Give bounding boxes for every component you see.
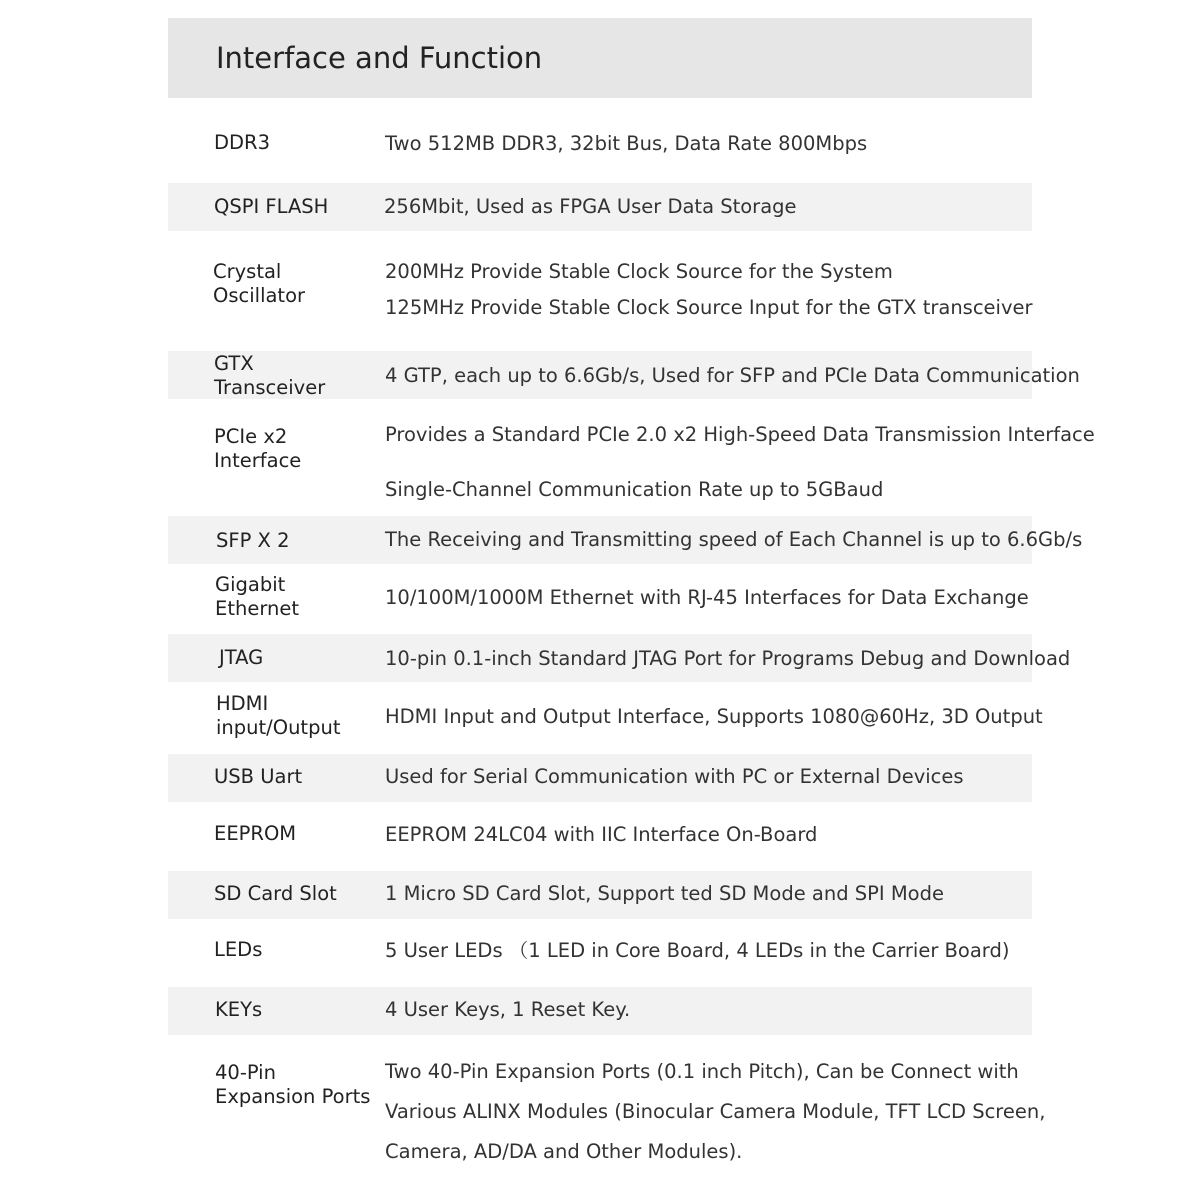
spec-desc-expansion-ports-3: Camera, AD/DA and Other Modules). bbox=[385, 1140, 743, 1163]
spec-label-sfp: SFP X 2 bbox=[216, 529, 290, 552]
spec-label-pcie-interface: PCIe x2 Interface bbox=[214, 425, 302, 472]
spec-label-hdmi: HDMI input/Output bbox=[216, 692, 341, 739]
spec-label-keys: KEYs bbox=[215, 998, 263, 1021]
spec-desc-pcie-1: Provides a Standard PCIe 2.0 x2 High-Speed Data Transmission Interface bbox=[385, 423, 1095, 446]
spec-label-usb-uart: USB Uart bbox=[214, 765, 303, 788]
spec-desc-crystal-oscillator-1: 200MHz Provide Stable Clock Source for the System bbox=[385, 260, 893, 283]
spec-label-eeprom: EEPROM bbox=[214, 822, 297, 845]
spec-desc-qspi-flash: 256Mbit, Used as FPGA User Data Storage bbox=[384, 195, 797, 218]
spec-desc-crystal-oscillator-2: 125MHz Provide Stable Clock Source Input for the GTX transceiver bbox=[385, 296, 1033, 319]
spec-label-gtx-transceiver: GTX Transceiver bbox=[214, 352, 326, 399]
spec-label-sd-card-slot: SD Card Slot bbox=[214, 882, 337, 905]
spec-desc-pcie-2: Single-Channel Communication Rate up to 5GBaud bbox=[385, 478, 884, 501]
spec-desc-gigabit-ethernet: 10/100M/1000M Ethernet with RJ-45 Interfaces for Data Exchange bbox=[385, 586, 1029, 609]
spec-desc-ddr3: Two 512MB DDR3, 32bit Bus, Data Rate 800Mbps bbox=[385, 132, 868, 155]
spec-desc-eeprom: EEPROM 24LC04 with IIC Interface On-Board bbox=[385, 823, 818, 846]
page-title: Interface and Function bbox=[216, 41, 543, 75]
spec-desc-usb-uart: Used for Serial Communication with PC or External Devices bbox=[385, 765, 964, 788]
spec-desc-hdmi: HDMI Input and Output Interface, Supports 1080@60Hz, 3D Output bbox=[385, 705, 1043, 728]
spec-desc-expansion-ports-2: Various ALINX Modules (Binocular Camera Module, TFT LCD Screen, bbox=[385, 1100, 1046, 1123]
spec-desc-expansion-ports-1: Two 40-Pin Expansion Ports (0.1 inch Pitch), Can be Connect with bbox=[385, 1060, 1019, 1083]
spec-label-qspi-flash: QSPI FLASH bbox=[214, 195, 329, 218]
spec-desc-keys: 4 User Keys, 1 Reset Key. bbox=[385, 998, 631, 1021]
spec-label-leds: LEDs bbox=[214, 938, 263, 961]
spec-label-expansion-ports: 40-Pin Expansion Ports bbox=[215, 1061, 371, 1108]
spec-label-ddr3: DDR3 bbox=[214, 131, 270, 154]
section-header bbox=[168, 18, 1032, 98]
spec-desc-jtag: 10-pin 0.1-inch Standard JTAG Port for Programs Debug and Download bbox=[385, 647, 1071, 670]
spec-desc-sfp: The Receiving and Transmitting speed of Each Channel is up to 6.6Gb/s bbox=[385, 528, 1083, 551]
spec-label-crystal-oscillator: Crystal Oscillator bbox=[213, 260, 306, 307]
spec-desc-sd-card-slot: 1 Micro SD Card Slot, Support ted SD Mode and SPI Mode bbox=[385, 882, 944, 905]
spec-label-jtag: JTAG bbox=[219, 646, 264, 669]
spec-desc-gtx-transceiver: 4 GTP, each up to 6.6Gb/s, Used for SFP and PCIe Data Communication bbox=[385, 364, 1080, 387]
spec-label-gigabit-ethernet: Gigabit Ethernet bbox=[215, 573, 299, 620]
spec-desc-leds: 5 User LEDs （1 LED in Core Board, 4 LEDs in the Carrier Board) bbox=[385, 939, 1010, 962]
